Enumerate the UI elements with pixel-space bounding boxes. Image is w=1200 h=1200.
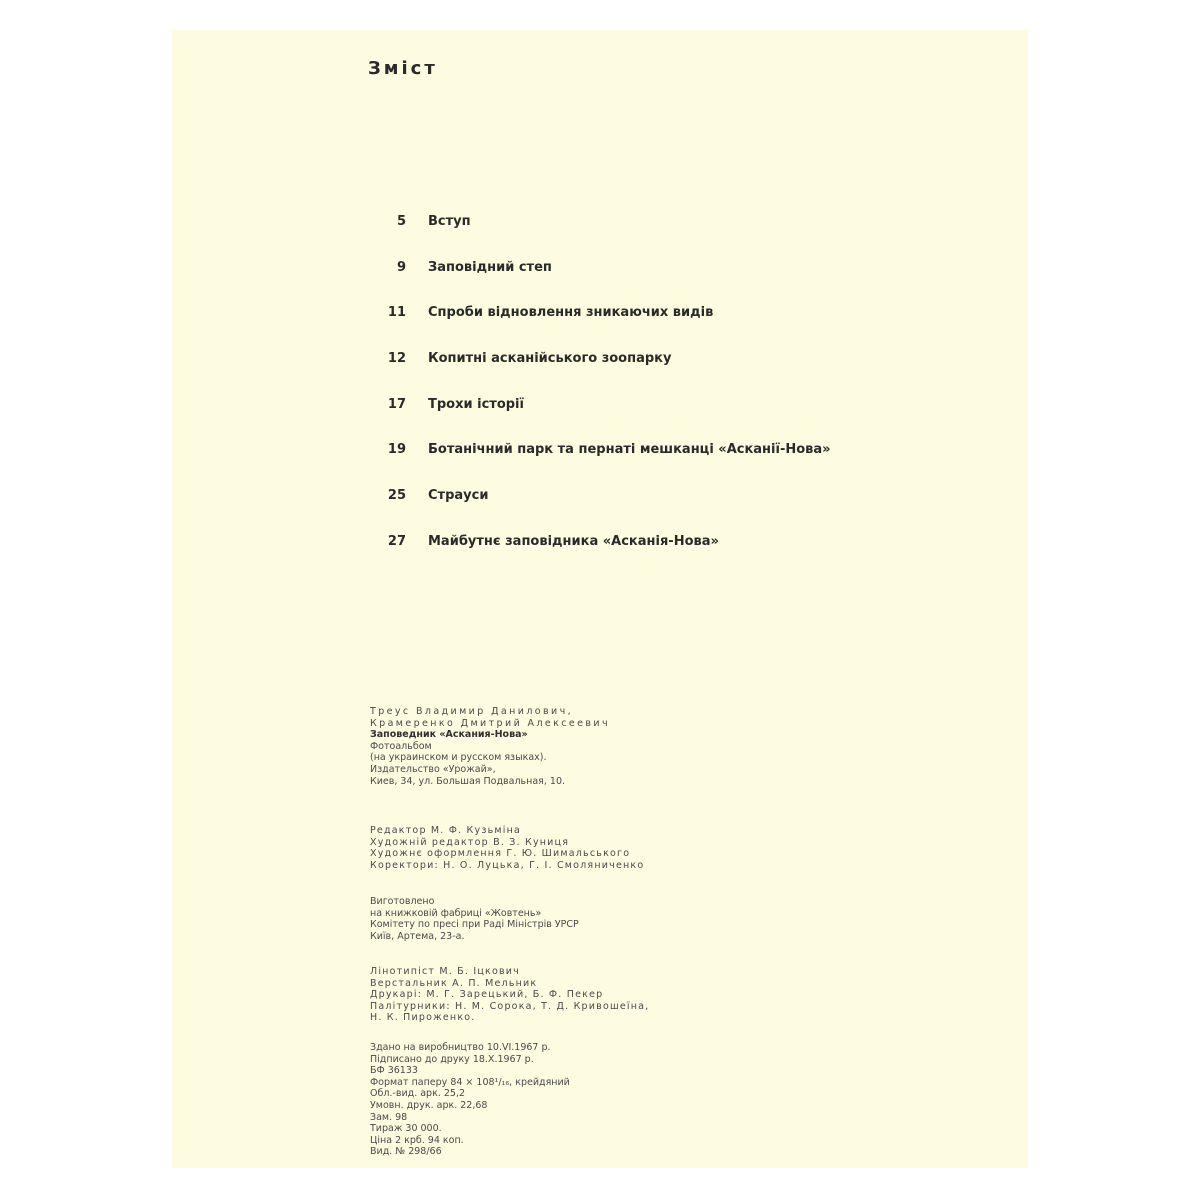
toc-title: Страуси [428, 488, 489, 504]
toc-entry [368, 305, 928, 351]
imprint-bookbinders-1: Палітурники: Н. М. Сорока, Т. Д. Кривошеїна, [370, 1000, 650, 1012]
toc-title: Вступ [428, 214, 471, 229]
toc-page-number: 5 [396, 214, 406, 229]
imprint-made-4: Київ, Артема, 23-а. [370, 930, 465, 942]
page-sheet [172, 30, 1028, 1168]
imprint-pub-line: Тираж 30 000. [370, 1123, 442, 1135]
imprint-pub-line: Обл.-вид. арк. 25,2 [370, 1088, 466, 1100]
toc-page-number: 19 [387, 442, 406, 458]
toc-page-number: 12 [387, 351, 406, 367]
toc-entry [368, 351, 928, 397]
toc-entry [368, 397, 928, 443]
toc-title: Копитні асканійського зоопарку [428, 351, 672, 367]
toc-page-number: 11 [387, 305, 406, 321]
toc-page-number: 27 [387, 533, 406, 549]
imprint-made-3: Комітету по пресі при Раді Міністрів УРСР [370, 919, 579, 931]
toc-title: Трохи історії [428, 396, 524, 412]
toc-entry [368, 260, 928, 306]
page-title: Зміст [368, 58, 438, 79]
table-of-contents [368, 214, 928, 580]
imprint-book-title: Заповедник «Аскания-Нова» [370, 729, 528, 741]
imprint-linotypist: Лінотипіст М. Б. Іцкович [370, 966, 520, 977]
imprint-made-2: на книжковій фабриці «Жовтень» [370, 907, 542, 919]
imprint-pub-line: Підписано до друку 18.X.1967 р. [370, 1053, 534, 1065]
toc-title: Ботанічний парк та пернаті мешканці «Асканії-Нова» [428, 442, 831, 458]
imprint-publication-data [370, 1042, 570, 1158]
imprint-author-2: Крамеренко Дмитрий Алексеевич [370, 717, 611, 729]
imprint-printers: Друкарі: М. Г. Зарецький, Б. Ф. Пекер [370, 989, 604, 1001]
toc-entry [368, 214, 928, 260]
toc-page-number: 17 [387, 396, 406, 412]
toc-page-number: 9 [396, 259, 406, 275]
imprint-languages: (на украинском и русском языках). [370, 752, 547, 764]
imprint-bookbinders-2: Н. К. Пироженко. [370, 1012, 476, 1024]
toc-title: Заповідний степ [428, 259, 552, 275]
imprint-pub-line: Вид. № 298/66 [370, 1146, 442, 1158]
imprint-book-info [370, 706, 610, 787]
toc-page-number: 25 [387, 488, 406, 504]
imprint-made-1: Виготовлено [370, 896, 435, 907]
imprint-publisher-address: Киев, 34, ул. Большая Подвальная, 10. [370, 775, 566, 787]
toc-title: Спроби відновлення зникаючих видів [428, 305, 714, 321]
imprint-art-editor: Художній редактор В. З. Куниця [370, 836, 570, 848]
imprint-proofreaders: Коректори: Н. О. Луцька, Г. І. Смоляниченко [370, 859, 645, 871]
imprint-editor: Редактор М. Ф. Кузьміна [370, 825, 522, 836]
imprint-pub-line: Ціна 2 крб. 94 коп. [370, 1134, 464, 1146]
imprint-pub-line: БФ 36133 [370, 1065, 418, 1077]
imprint-pub-line: Формат паперу 84 × 108¹/₁₆, крейдяний [370, 1076, 570, 1088]
imprint-design: Художнє оформлення Г. Ю. Шимальського [370, 848, 631, 860]
toc-entry [368, 442, 928, 488]
imprint-publisher: Издательство «Урожай», [370, 763, 496, 775]
imprint-typesetter: Верстальник А. П. Мельник [370, 977, 538, 989]
imprint-print-workers [370, 966, 649, 1024]
imprint-pub-line: Зам. 98 [370, 1111, 408, 1123]
imprint-editors [370, 825, 644, 871]
imprint-pub-line: Умовн. друк. арк. 22,68 [370, 1099, 488, 1111]
toc-title: Майбутнє заповідника «Асканія-Нова» [428, 533, 719, 549]
imprint-author-1: Треус Владимир Данилович, [370, 706, 574, 717]
imprint-manufacturer [370, 896, 579, 942]
imprint-genre: Фотоальбом [370, 740, 432, 752]
imprint-pub-line: Здано на виробництво 10.VI.1967 р. [370, 1042, 551, 1053]
toc-entry [368, 488, 928, 534]
toc-entry [368, 534, 928, 580]
